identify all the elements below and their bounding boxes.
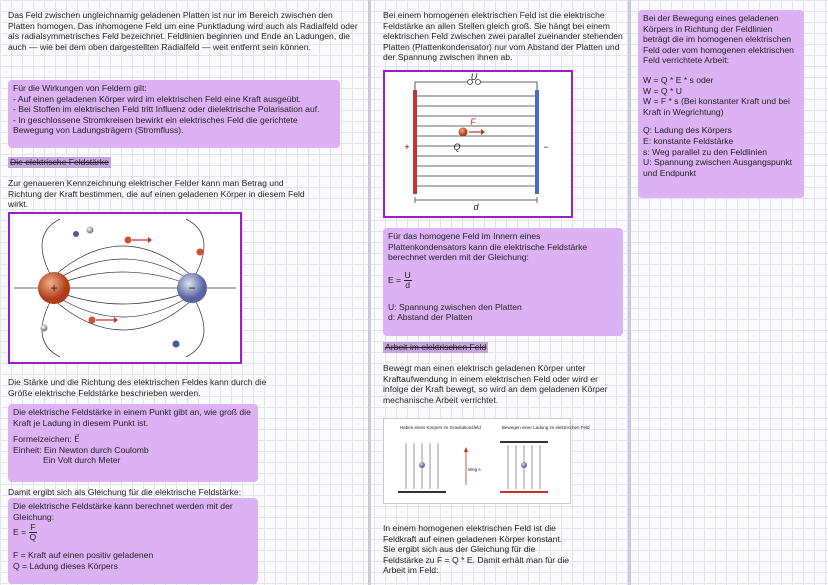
equation-fraction: [404, 271, 412, 290]
gravity-label: Heben eines Körpers im Gravitationsfeld: [400, 425, 481, 430]
definition-box: [8, 404, 258, 482]
arbeit-paragraph: Bewegt man einen elektrisch geladenen Körper unter Kraftaufwendung in einem elektrischen Feld oder wird er infolge der Kraft bewegt, so wird an dem geladenen Körper mechanische Arbeit verrichtet.: [383, 363, 608, 405]
minus-label: −: [543, 142, 549, 152]
staerke-paragraph: Die Stärke und die Richtung des elektrischen Feldes kann durch die Größe elektrische Feldstärke beschrieben werden.: [8, 377, 267, 398]
charge-q: [459, 128, 468, 137]
work-formula-box: [638, 10, 804, 198]
intro-paragraph: Das Feld zwischen ungleichnamig geladenen Platten ist nur im Bereich zwischen den Platten homogen. Das inhomogene Feld um eine Punktladung wird auch als Radialfeld oder als radialsymmetrisches Feld bezeichnet. Feldlinien beginnen und Ende an Ladungen, die auch — wie bei dem oben dargestellten Radialfeld — weit entfernt sein können.: [8, 10, 358, 52]
weg-label: Weg s: [468, 467, 481, 472]
electric-label: Bewegen einer Ladung im elektrischen Feld: [502, 425, 590, 430]
effects-box: Für die Wirkungen von Feldern gilt: - Auf einen geladenen Körper wird im elektrischen Feld eine Kraft ausgeübt. - Bei Stoffen im elektrischen Feld tritt Influenz oder dielektrische Polarisation auf. - In geschlossene Stromkreisen bewirkt ein elektrisches Feld die gerichtete Bewegung von Ladungsträgern (Stromfluss).: [8, 80, 340, 148]
plate-capacitor-diagram: [385, 72, 571, 216]
charge-label: Q: [453, 142, 461, 152]
capacitor-figure: [383, 70, 573, 218]
work-comparison-diagram: [384, 419, 590, 503]
formelzeichen: Formelzeichen: E⃗: [13, 434, 80, 445]
equation-numerator: U: [404, 269, 411, 280]
column-separator-left: [368, 0, 371, 585]
einheit-volt: Ein Volt durch Meter: [43, 455, 121, 466]
work-comparison-figure: [383, 418, 590, 504]
column-1: [8, 0, 360, 585]
plus-label: +: [404, 142, 410, 152]
test-charge: [87, 227, 94, 234]
f-definition: F = Kraft auf einen positiv geladenen: [13, 550, 154, 561]
force-label: F: [470, 117, 476, 127]
work-eq-1: W = Q * E * s oder: [643, 74, 714, 85]
equation-text: Die elektrische Feldstärke kann berechnet werden mit der Gleichung:: [13, 501, 233, 522]
u-definition: U: Spannung zwischen den Platten: [388, 301, 522, 312]
d-definition: d: Abstand der Platten: [388, 312, 473, 323]
equation-lhs: E =: [13, 526, 29, 537]
test-charge: [173, 341, 180, 348]
equation-fraction: [29, 523, 38, 542]
work-eq-3: W = F * s (Bei konstanter Kraft und bei Kraft in Wegrichtung): [643, 96, 790, 117]
distance-label: d: [473, 202, 479, 212]
test-charge: [73, 231, 79, 237]
test-charge: [125, 237, 132, 244]
homogen-intro: Bei einem homogenen elektrischen Feld ist die elektrische Feldstärke an allen Stellen gleich groß. Sie hängt bei einem elektrischen Feld zwischen zwei parallel zueinander stehenden Platten (Plattenkondensator) nur vom Abstand der Platten und der Spannung zwischen ihnen ab.: [383, 10, 623, 63]
def-s: s: Weg parallel zu den Feldlinien: [643, 146, 768, 157]
equation-lhs: E =: [388, 274, 404, 285]
q-definition: Q = Ladung dieses Körpers: [13, 560, 118, 571]
work-intro: Bei der Bewegung eines geladenen Körpers in Richtung der Feldlinien beträgt die im homogenen elektrischen Feld oder vom homogenen elektrischen Feld verrichtete Arbeit:: [643, 13, 794, 66]
column-3: [638, 0, 804, 585]
column-2: [383, 0, 623, 585]
dipole-field-diagram: [10, 214, 240, 362]
einheit-newton: Einheit: Ein Newton durch Coulomb: [13, 444, 149, 455]
equation-box: [8, 498, 258, 584]
def-u: U: Spannung zwischen Ausgangspunkt und Endpunkt: [643, 157, 793, 178]
section-title-arbeit: Arbeit im elektrischen Feld: [385, 342, 487, 352]
section-title-feldstaerke: Die elektrische Feldstärke: [10, 157, 109, 167]
positive-plate: [413, 90, 417, 194]
equation-numerator: F: [30, 522, 36, 533]
gleichung-intro: Damit ergibt sich als Gleichung für die elektrische Feldstärke:: [8, 487, 242, 497]
positive-charge-sign: +: [50, 281, 58, 295]
radial-field-figure: [8, 212, 242, 364]
homogen-field-box: [383, 228, 623, 336]
column-separator-right: [628, 0, 631, 585]
equation-denominator: d: [405, 279, 411, 290]
def-q: Q: Ladung des Körpers: [643, 125, 732, 136]
work-eq-2: W = Q * U: [643, 85, 682, 96]
test-charge: [41, 325, 48, 332]
def-e: E: konstante Feldstärke: [643, 135, 734, 146]
test-charge: [89, 317, 96, 324]
homogen-work-paragraph: In einem homogenen elektrischen Feld ist die Feldkraft auf einen geladenen Körper konstant. Sie ergibt sich aus der Gleichung für die Feldstärke zu F = Q * E. Damit erhält man für die Arbeit im Feld:: [383, 523, 570, 576]
voltage-label: U: [470, 72, 478, 82]
negative-charge-sign: −: [188, 281, 196, 295]
equation-denominator: Q: [29, 532, 37, 543]
homogen-field-text: Für das homogene Feld im Innern eines Plattenkondensators kann die elektrische Feldstärke berechnet werden mit der Gleichung:: [388, 231, 588, 263]
negative-plate: [535, 90, 539, 194]
kennzeichnung-paragraph: Zur genaueren Kennzeichnung elektrischer Felder kann man Betrag und Richtung der Kraft bestimmen, die auf einen geladenen Körper in diesem Feld wirkt.: [8, 178, 305, 210]
test-charge: [197, 249, 204, 256]
definition-text: Die elektrische Feldstärke in einem Punkt gibt an, wie groß die Kraft je Ladung in diesem Punkt ist.: [13, 407, 251, 428]
